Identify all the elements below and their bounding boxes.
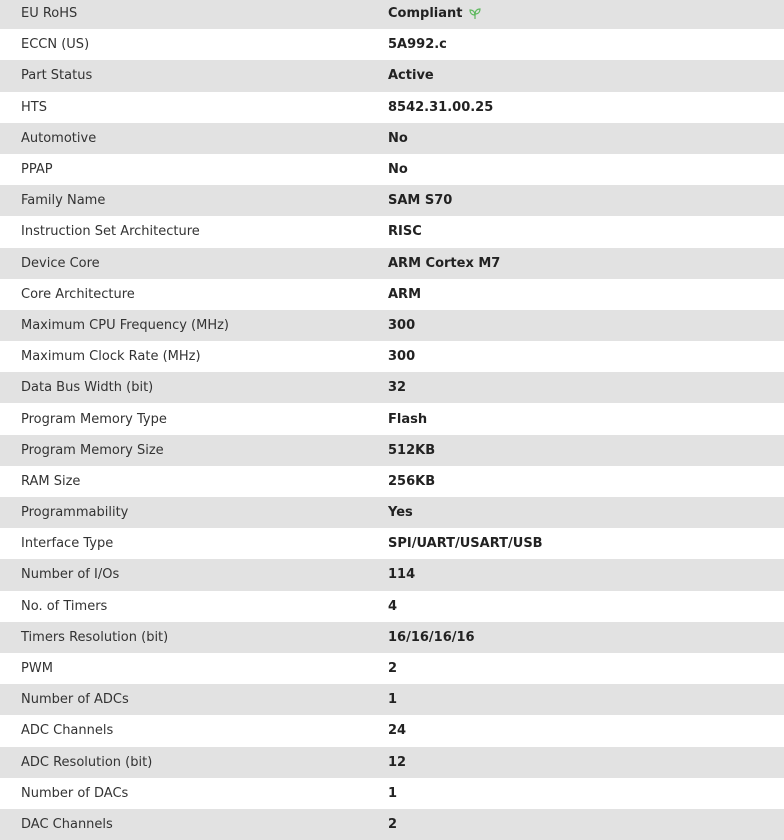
spec-value: No (388, 162, 408, 178)
spec-value: 300 (388, 349, 416, 365)
spec-row-adc-resolution (0, 747, 784, 778)
spec-value: ARM Cortex M7 (388, 255, 501, 271)
spec-value: 5A992.c (388, 37, 447, 53)
spec-row-automotive (0, 123, 784, 154)
spec-row-part-status (0, 60, 784, 91)
spec-label: Maximum Clock Rate (MHz) (21, 349, 201, 365)
spec-row-pwm (0, 653, 784, 684)
spec-row-no-of-timers (0, 591, 784, 622)
spec-label: ADC Channels (21, 723, 114, 739)
spec-value: 24 (388, 723, 407, 739)
spec-row-device-core (0, 248, 784, 279)
spec-label: DAC Channels (21, 816, 113, 832)
spec-label: PWM (21, 661, 53, 677)
spec-label: Core Architecture (21, 286, 135, 302)
spec-label: Automotive (21, 130, 97, 146)
spec-value: 300 (388, 317, 416, 333)
spec-value: RISC (388, 224, 422, 240)
spec-value: 2 (388, 661, 398, 677)
spec-label: Family Name (21, 193, 106, 209)
spec-row-dac-channels (0, 809, 784, 840)
spec-label: Part Status (21, 68, 93, 84)
spec-label: ADC Resolution (bit) (21, 754, 153, 770)
spec-value: Active (388, 68, 434, 84)
spec-value: 4 (388, 598, 398, 614)
spec-row-number-of-dacs (0, 778, 784, 809)
spec-value: 12 (388, 754, 407, 770)
spec-row-timers-resolution (0, 622, 784, 653)
spec-value: 1 (388, 785, 398, 801)
spec-row-program-memory-size (0, 435, 784, 466)
spec-row-instruction-set (0, 216, 784, 247)
spec-label: Maximum CPU Frequency (MHz) (21, 317, 229, 333)
spec-label: Data Bus Width (bit) (21, 380, 154, 396)
spec-row-eu-rohs (0, 0, 784, 29)
spec-value: 32 (388, 380, 407, 396)
spec-value: No (388, 130, 408, 146)
spec-row-core-architecture (0, 279, 784, 310)
spec-row-max-cpu-frequency (0, 310, 784, 341)
spec-row-eccn (0, 29, 784, 60)
spec-value: Yes (388, 505, 413, 521)
spec-row-number-of-ios (0, 559, 784, 590)
spec-label: PPAP (21, 162, 53, 178)
spec-row-hts (0, 92, 784, 123)
spec-label: EU RoHS (21, 6, 78, 22)
spec-label: No. of Timers (21, 598, 108, 614)
spec-row-adc-channels (0, 715, 784, 746)
spec-label: Instruction Set Architecture (21, 224, 200, 240)
spec-value: Flash (388, 411, 428, 427)
spec-value: 114 (388, 567, 416, 583)
spec-value: 512KB (388, 442, 436, 458)
spec-row-ram-size (0, 466, 784, 497)
spec-label: Programmability (21, 505, 129, 521)
spec-row-max-clock-rate (0, 341, 784, 372)
spec-label: Interface Type (21, 536, 114, 552)
spec-value: Compliant (388, 6, 463, 22)
spec-row-programmability (0, 497, 784, 528)
spec-value: 1 (388, 692, 398, 708)
spec-row-program-memory-type (0, 403, 784, 434)
spec-value: SAM S70 (388, 193, 453, 209)
spec-label: Program Memory Size (21, 442, 164, 458)
spec-value: 2 (388, 816, 398, 832)
spec-row-interface-type (0, 528, 784, 559)
spec-label: RAM Size (21, 473, 81, 489)
spec-label: Number of ADCs (21, 692, 129, 708)
leaf-icon (468, 7, 482, 21)
spec-label: Timers Resolution (bit) (21, 629, 169, 645)
spec-label: Program Memory Type (21, 411, 167, 427)
spec-label: Device Core (21, 255, 100, 271)
spec-value: ARM (388, 286, 422, 302)
spec-value: SPI/UART/USART/USB (388, 536, 543, 552)
spec-value: 256KB (388, 473, 436, 489)
spec-value-cell (388, 6, 784, 21)
spec-row-family-name (0, 185, 784, 216)
spec-label: HTS (21, 99, 47, 115)
spec-row-number-of-adcs (0, 684, 784, 715)
spec-value: 16/16/16/16 (388, 629, 475, 645)
spec-row-data-bus-width (0, 372, 784, 403)
spec-value: 8542.31.00.25 (388, 99, 494, 115)
spec-label: ECCN (US) (21, 37, 90, 53)
spec-row-ppap (0, 154, 784, 185)
spec-label: Number of DACs (21, 785, 129, 801)
spec-label: Number of I/Os (21, 567, 120, 583)
